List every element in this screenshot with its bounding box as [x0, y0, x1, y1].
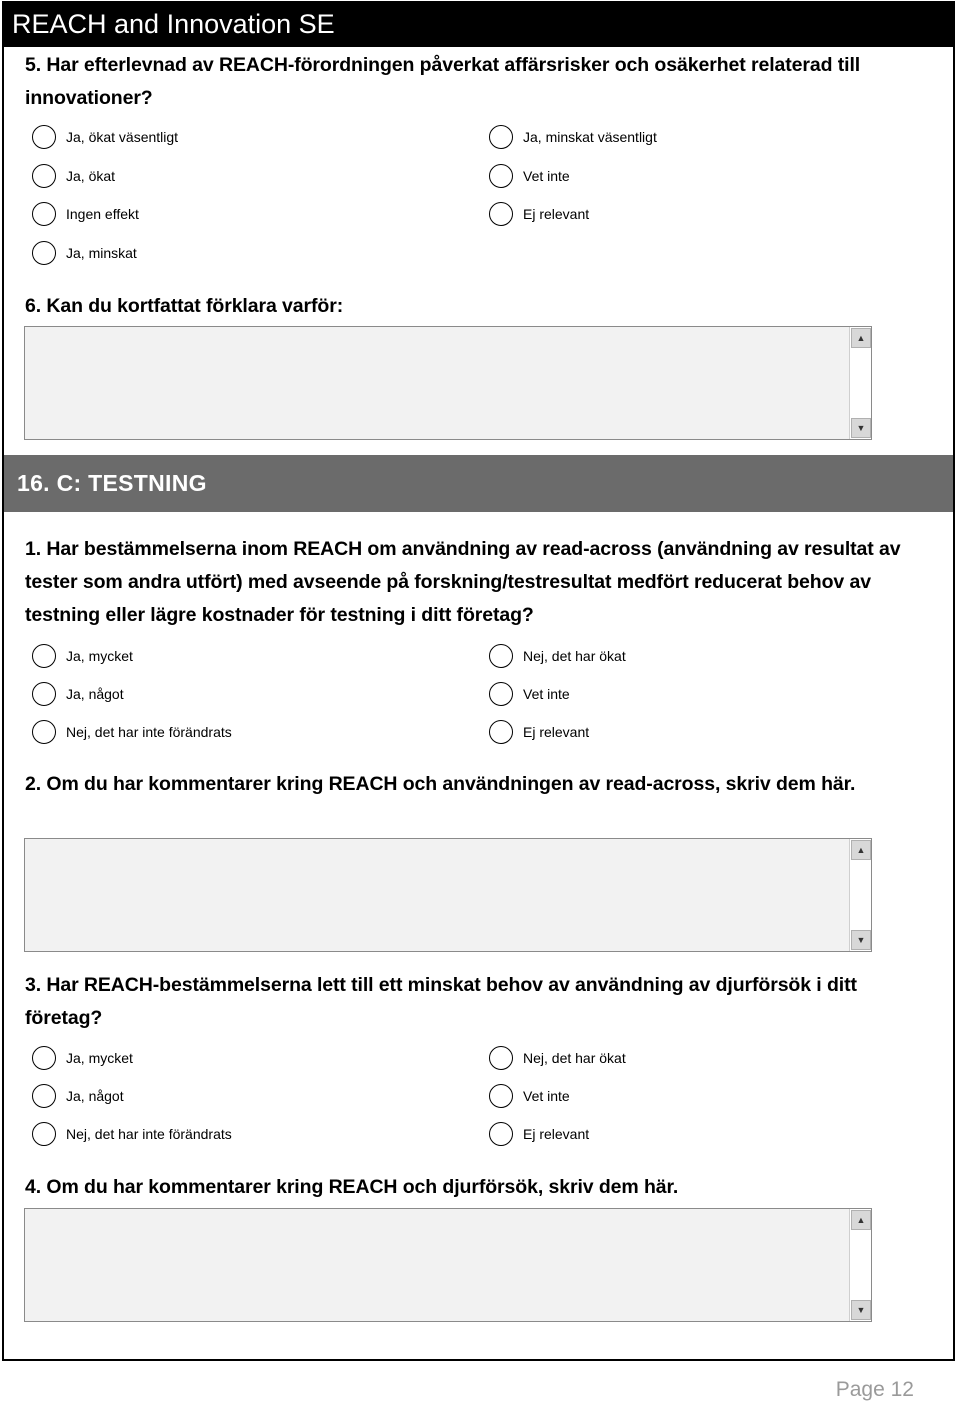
option-label: Ingen effekt	[66, 206, 139, 222]
radio-button[interactable]	[32, 202, 56, 226]
section-header: 16. C: TESTNING	[4, 455, 953, 512]
q5-option-4[interactable]	[489, 161, 570, 191]
scroll-down-arrow-icon[interactable]: ▼	[851, 418, 871, 438]
page-frame	[2, 1, 955, 1361]
scrollbar[interactable]	[849, 1209, 871, 1321]
q6-comment-textarea[interactable]	[24, 326, 872, 440]
c3-option-5[interactable]	[32, 1119, 232, 1149]
option-label: Ja, minskat väsentligt	[523, 129, 657, 145]
radio-button[interactable]	[489, 682, 513, 706]
q5-option-6[interactable]	[489, 199, 589, 229]
c3-option-2[interactable]	[489, 1043, 626, 1073]
radio-button[interactable]	[32, 241, 56, 265]
option-label: Ja, ökat väsentligt	[66, 129, 179, 145]
page-title: REACH and Innovation SE	[2, 1, 955, 47]
c3-option-4[interactable]	[489, 1081, 570, 1111]
radio-button[interactable]	[489, 202, 513, 226]
option-label: Ja, ökat	[66, 168, 116, 184]
scroll-up-arrow-icon[interactable]: ▲	[851, 840, 871, 860]
radio-button[interactable]	[32, 1122, 56, 1146]
question-5-text: 5. Har efterlevnad av REACH-förordningen påverkat affärsrisker och osäkerhet relaterad till innovationer?	[25, 54, 861, 109]
radio-button[interactable]	[32, 1046, 56, 1070]
q5-option-1[interactable]	[32, 122, 178, 152]
option-label: Vet inte	[523, 686, 570, 702]
option-label: Nej, det har ökat	[523, 648, 626, 664]
c3-option-6[interactable]	[489, 1119, 589, 1149]
question-6-text: 6. Kan du kortfattat förklara varför:	[25, 295, 344, 317]
question-c2-text: 2. Om du har kommentarer kring REACH och användningen av read-across, skriv dem här.	[25, 773, 856, 795]
option-label: Vet inte	[523, 168, 570, 184]
option-label: Ja, mycket	[66, 648, 133, 664]
radio-button[interactable]	[32, 1084, 56, 1108]
c1-option-3[interactable]	[32, 679, 124, 709]
option-label: Ej relevant	[523, 1126, 590, 1142]
radio-button[interactable]	[489, 1084, 513, 1108]
c2-comment-textarea[interactable]	[24, 838, 872, 952]
option-label: Vet inte	[523, 1088, 570, 1104]
radio-button[interactable]	[489, 1046, 513, 1070]
c1-option-5[interactable]	[32, 717, 232, 747]
option-label: Nej, det har inte förändrats	[66, 724, 232, 740]
radio-button[interactable]	[32, 164, 56, 188]
c3-option-1[interactable]	[32, 1043, 133, 1073]
question-c4-text: 4. Om du har kommentarer kring REACH och djurförsök, skriv dem här.	[25, 1176, 679, 1198]
option-label: Ej relevant	[523, 724, 590, 740]
scroll-up-arrow-icon[interactable]: ▲	[851, 1210, 871, 1230]
radio-button[interactable]	[32, 682, 56, 706]
scroll-down-arrow-icon[interactable]: ▼	[851, 1300, 871, 1320]
c1-option-4[interactable]	[489, 679, 570, 709]
option-label: Ja, något	[66, 686, 124, 702]
option-label: Ja, något	[66, 1088, 124, 1104]
option-label: Nej, det har inte förändrats	[66, 1126, 232, 1142]
q5-option-7[interactable]	[32, 238, 137, 268]
radio-button[interactable]	[32, 644, 56, 668]
radio-button[interactable]	[489, 720, 513, 744]
radio-button[interactable]	[489, 125, 513, 149]
c3-option-3[interactable]	[32, 1081, 124, 1111]
scroll-up-arrow-icon[interactable]: ▲	[851, 328, 871, 348]
q5-option-5[interactable]	[32, 199, 139, 229]
c4-comment-textarea[interactable]	[24, 1208, 872, 1322]
option-label: Nej, det har ökat	[523, 1050, 626, 1066]
radio-button[interactable]	[489, 1122, 513, 1146]
radio-button[interactable]	[489, 644, 513, 668]
radio-button[interactable]	[489, 164, 513, 188]
option-label: Ja, minskat	[66, 245, 137, 261]
radio-button[interactable]	[32, 125, 56, 149]
q5-option-3[interactable]	[32, 161, 115, 191]
scrollbar[interactable]	[849, 327, 871, 439]
question-c1-text: 1. Har bestämmelserna inom REACH om användning av read-across (användning av resultat av tester som andra utfört) med avseende på forskning/testresultat medfört reducerat behov av testning eller lägre kostnader för testning i ditt företag?	[25, 538, 901, 626]
page-number: Page 12	[835, 1378, 914, 1401]
q5-option-2[interactable]	[489, 122, 657, 152]
question-c3-text: 3. Har REACH-bestämmelserna lett till ett minskat behov av användning av djurförsök i ditt företag?	[25, 974, 857, 1029]
scroll-down-arrow-icon[interactable]: ▼	[851, 930, 871, 950]
option-label: Ja, mycket	[66, 1050, 133, 1066]
radio-button[interactable]	[32, 720, 56, 744]
option-label: Ej relevant	[523, 206, 590, 222]
c1-option-2[interactable]	[489, 641, 626, 671]
scrollbar[interactable]	[849, 839, 871, 951]
c1-option-1[interactable]	[32, 641, 133, 671]
c1-option-6[interactable]	[489, 717, 589, 747]
